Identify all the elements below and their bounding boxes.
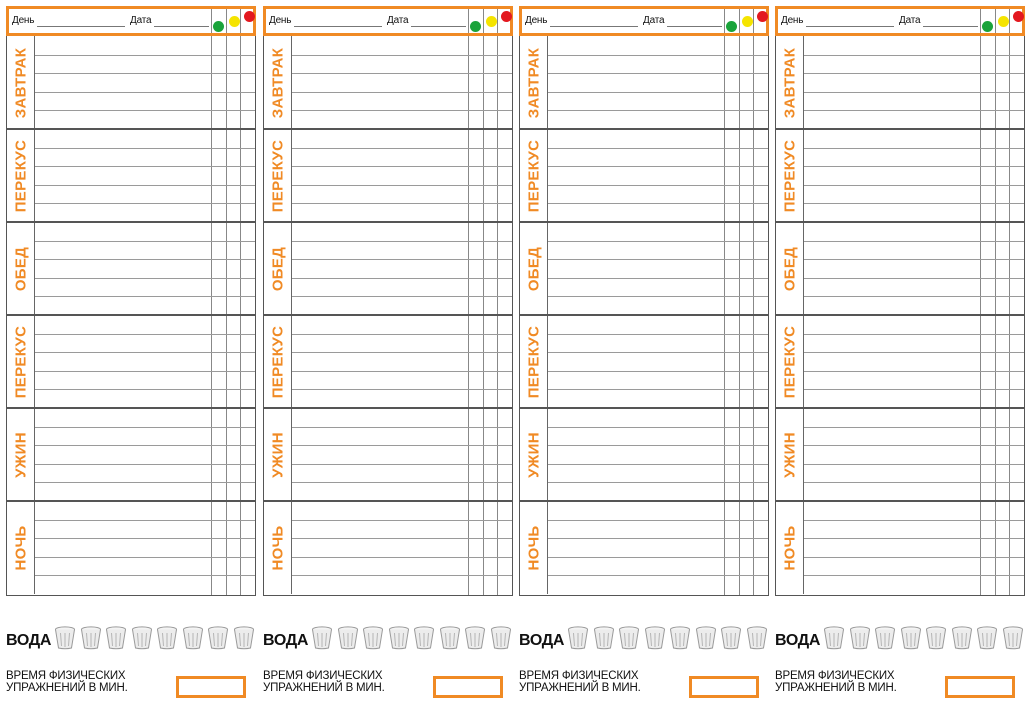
entry-line[interactable] <box>804 185 1024 186</box>
water-cup-icon[interactable] <box>439 626 461 650</box>
exercise-label-line2: УПРАЖНЕНИЙ В МИН. <box>519 682 641 694</box>
date-label: Дата <box>387 15 409 26</box>
meal-section <box>776 129 1024 222</box>
entry-line[interactable] <box>35 203 255 204</box>
meal-label: НОЧЬ <box>269 524 286 571</box>
meal-label-column <box>264 129 292 222</box>
entry-line[interactable] <box>35 166 255 167</box>
water-cup-icon[interactable] <box>182 626 204 650</box>
entry-line[interactable] <box>292 352 512 353</box>
meal-label-column <box>7 36 35 129</box>
water-cup-icon[interactable] <box>388 626 410 650</box>
entry-line[interactable] <box>292 148 512 149</box>
meal-divider <box>7 128 255 130</box>
day-header <box>519 6 769 36</box>
water-cup-icon[interactable] <box>951 626 973 650</box>
entry-line[interactable] <box>35 575 255 576</box>
meal-label: ПЕРЕКУС <box>12 325 29 398</box>
meal-divider <box>776 500 1024 502</box>
day-header <box>263 6 513 36</box>
entry-line[interactable] <box>548 389 768 390</box>
entry-line[interactable] <box>35 278 255 279</box>
header-divider <box>980 9 981 33</box>
entry-line[interactable] <box>804 464 1024 465</box>
water-tracker <box>775 626 1025 652</box>
water-cup-icon[interactable] <box>695 626 717 650</box>
entry-line[interactable] <box>804 334 1024 335</box>
exercise-label-line2: УПРАЖНЕНИЙ В МИН. <box>263 682 385 694</box>
meal-label: НОЧЬ <box>525 524 542 571</box>
water-cup-icon[interactable] <box>1002 626 1024 650</box>
meal-label: ЗАВТРАК <box>269 47 286 118</box>
green-indicator-icon <box>982 21 993 32</box>
water-label: ВОДА <box>6 632 52 649</box>
meal-label: ПЕРЕКУС <box>269 139 286 212</box>
entry-line[interactable] <box>548 427 768 428</box>
meal-section <box>520 315 768 408</box>
meal-label: ПЕРЕКУС <box>525 139 542 212</box>
entry-line[interactable] <box>548 520 768 521</box>
entry-line[interactable] <box>548 296 768 297</box>
entry-line[interactable] <box>35 92 255 93</box>
day-column <box>6 0 256 707</box>
meal-label: ОБЕД <box>525 246 542 291</box>
entry-line[interactable] <box>548 259 768 260</box>
meal-section <box>264 129 512 222</box>
meal-label-column <box>264 36 292 129</box>
green-indicator-icon <box>470 21 481 32</box>
meal-label-column <box>776 129 804 222</box>
meal-divider <box>520 407 768 409</box>
meal-label: ПЕРЕКУС <box>781 139 798 212</box>
header-divider <box>995 9 996 33</box>
entry-line[interactable] <box>292 575 512 576</box>
day-label: День <box>781 15 804 26</box>
entry-line[interactable] <box>548 575 768 576</box>
entry-line[interactable] <box>35 352 255 353</box>
meal-label-column <box>264 315 292 408</box>
meal-label: ЗАВТРАК <box>525 47 542 118</box>
entry-line[interactable] <box>35 520 255 521</box>
meal-divider <box>520 128 768 130</box>
meal-section <box>264 222 512 315</box>
entry-line[interactable] <box>548 185 768 186</box>
entry-line[interactable] <box>292 55 512 56</box>
entry-line[interactable] <box>804 352 1024 353</box>
meal-divider <box>7 500 255 502</box>
meal-divider <box>776 407 1024 409</box>
meal-label: ПЕРЕКУС <box>525 325 542 398</box>
entry-line[interactable] <box>804 389 1024 390</box>
entry-line[interactable] <box>292 520 512 521</box>
water-cup-icon[interactable] <box>131 626 153 650</box>
meal-divider <box>776 221 1024 223</box>
day-column <box>519 0 769 707</box>
date-label: Дата <box>899 15 921 26</box>
meal-divider <box>520 500 768 502</box>
meal-label: УЖИН <box>269 431 286 478</box>
entry-line[interactable] <box>804 520 1024 521</box>
entry-line[interactable] <box>35 73 255 74</box>
meal-label-column <box>776 315 804 408</box>
meal-section <box>7 36 255 129</box>
meal-divider <box>264 128 512 130</box>
entry-line[interactable] <box>804 427 1024 428</box>
meal-divider <box>7 221 255 223</box>
entry-line[interactable] <box>804 203 1024 204</box>
meal-divider <box>776 128 1024 130</box>
entry-line[interactable] <box>35 482 255 483</box>
meal-label-column <box>520 36 548 129</box>
water-label: ВОДА <box>263 632 309 649</box>
entry-line[interactable] <box>35 427 255 428</box>
meal-section <box>776 36 1024 129</box>
water-cup-icon[interactable] <box>464 626 486 650</box>
exercise-label-line1: ВРЕМЯ ФИЗИЧЕСКИХ <box>775 670 895 682</box>
meal-grid <box>6 36 256 596</box>
exercise-label <box>775 670 935 694</box>
meal-section <box>7 129 255 222</box>
entry-line[interactable] <box>292 445 512 446</box>
meal-divider <box>264 407 512 409</box>
date-input-line[interactable] <box>923 26 978 27</box>
meal-label: УЖИН <box>12 431 29 478</box>
meal-section <box>776 222 1024 315</box>
meal-section <box>520 501 768 594</box>
header-divider <box>240 9 241 33</box>
entry-line[interactable] <box>35 259 255 260</box>
water-cup-icon[interactable] <box>593 626 615 650</box>
entry-line[interactable] <box>804 482 1024 483</box>
entry-line[interactable] <box>35 445 255 446</box>
water-cup-icon[interactable] <box>874 626 896 650</box>
red-indicator-icon <box>1013 11 1024 22</box>
meal-label: ПЕРЕКУС <box>12 139 29 212</box>
water-cup-icon[interactable] <box>567 626 589 650</box>
meal-divider <box>520 314 768 316</box>
meal-label-column <box>520 408 548 501</box>
header-divider <box>739 9 740 33</box>
entry-line[interactable] <box>35 389 255 390</box>
meal-label: НОЧЬ <box>12 524 29 571</box>
day-label: День <box>525 15 548 26</box>
meal-label-column <box>7 315 35 408</box>
meal-section <box>776 315 1024 408</box>
entry-line[interactable] <box>292 427 512 428</box>
meal-label-column <box>776 36 804 129</box>
header-divider <box>753 9 754 33</box>
water-cup-icon[interactable] <box>849 626 871 650</box>
meal-label-column <box>776 501 804 594</box>
entry-line[interactable] <box>548 464 768 465</box>
water-cup-icon[interactable] <box>490 626 512 650</box>
meal-divider <box>264 500 512 502</box>
entry-line[interactable] <box>35 241 255 242</box>
water-cup-icon[interactable] <box>337 626 359 650</box>
exercise-label <box>263 670 423 694</box>
day-input-line[interactable] <box>37 26 125 27</box>
entry-line[interactable] <box>35 185 255 186</box>
entry-line[interactable] <box>548 110 768 111</box>
exercise-minutes-input[interactable] <box>433 676 503 698</box>
entry-line[interactable] <box>35 110 255 111</box>
entry-line[interactable] <box>35 557 255 558</box>
meal-section <box>7 315 255 408</box>
water-cup-icon[interactable] <box>900 626 922 650</box>
water-label: ВОДА <box>775 632 821 649</box>
entry-line[interactable] <box>35 334 255 335</box>
day-input-line[interactable] <box>550 26 638 27</box>
header-divider <box>483 9 484 33</box>
entry-line[interactable] <box>548 148 768 149</box>
entry-line[interactable] <box>35 296 255 297</box>
water-cup-icon[interactable] <box>413 626 435 650</box>
entry-line[interactable] <box>292 166 512 167</box>
meal-divider <box>520 221 768 223</box>
exercise-minutes-input[interactable] <box>945 676 1015 698</box>
date-input-line[interactable] <box>154 26 209 27</box>
exercise-minutes-input[interactable] <box>689 676 759 698</box>
entry-line[interactable] <box>548 203 768 204</box>
entry-line[interactable] <box>548 73 768 74</box>
water-cup-icon[interactable] <box>823 626 845 650</box>
exercise-label-line1: ВРЕМЯ ФИЗИЧЕСКИХ <box>263 670 383 682</box>
red-indicator-icon <box>757 11 768 22</box>
meal-label: ПЕРЕКУС <box>269 325 286 398</box>
exercise-minutes-input[interactable] <box>176 676 246 698</box>
entry-line[interactable] <box>292 464 512 465</box>
meal-divider <box>264 314 512 316</box>
entry-line[interactable] <box>35 55 255 56</box>
entry-line[interactable] <box>804 557 1024 558</box>
meal-divider <box>7 314 255 316</box>
header-divider <box>226 9 227 33</box>
entry-line[interactable] <box>548 334 768 335</box>
exercise-label-line2: УПРАЖНЕНИЙ В МИН. <box>775 682 897 694</box>
meal-label: УЖИН <box>781 431 798 478</box>
entry-line[interactable] <box>548 371 768 372</box>
entry-line[interactable] <box>804 259 1024 260</box>
exercise-label-line1: ВРЕМЯ ФИЗИЧЕСКИХ <box>6 670 126 682</box>
entry-line[interactable] <box>804 538 1024 539</box>
entry-line[interactable] <box>292 371 512 372</box>
red-indicator-icon <box>501 11 512 22</box>
meal-divider <box>776 314 1024 316</box>
meal-section <box>7 222 255 315</box>
day-column <box>263 0 513 707</box>
entry-line[interactable] <box>804 110 1024 111</box>
entry-line[interactable] <box>804 371 1024 372</box>
header-divider <box>1009 9 1010 33</box>
meal-section <box>776 501 1024 594</box>
water-tracker <box>263 626 513 652</box>
meal-label-column <box>264 408 292 501</box>
date-input-line[interactable] <box>667 26 722 27</box>
exercise-label <box>519 670 679 694</box>
meal-label-column <box>7 129 35 222</box>
water-cup-icon[interactable] <box>669 626 691 650</box>
day-input-line[interactable] <box>806 26 894 27</box>
day-label: День <box>269 15 292 26</box>
meal-section <box>520 36 768 129</box>
date-input-line[interactable] <box>411 26 466 27</box>
entry-line[interactable] <box>804 148 1024 149</box>
water-cup-icon[interactable] <box>156 626 178 650</box>
entry-line[interactable] <box>804 166 1024 167</box>
water-cup-icon[interactable] <box>746 626 768 650</box>
entry-line[interactable] <box>548 352 768 353</box>
entry-line[interactable] <box>548 538 768 539</box>
header-divider <box>724 9 725 33</box>
entry-line[interactable] <box>292 73 512 74</box>
yellow-indicator-icon <box>229 16 240 27</box>
entry-line[interactable] <box>35 464 255 465</box>
meal-label-column <box>776 222 804 315</box>
entry-line[interactable] <box>292 203 512 204</box>
meal-section <box>264 501 512 594</box>
entry-line[interactable] <box>548 445 768 446</box>
entry-line[interactable] <box>35 371 255 372</box>
entry-line[interactable] <box>548 92 768 93</box>
meal-label: ЗАВТРАК <box>12 47 29 118</box>
date-label: Дата <box>643 15 665 26</box>
entry-line[interactable] <box>548 241 768 242</box>
entry-line[interactable] <box>804 278 1024 279</box>
exercise-label-line1: ВРЕМЯ ФИЗИЧЕСКИХ <box>519 670 639 682</box>
meal-label-column <box>264 501 292 594</box>
meal-label-column <box>264 222 292 315</box>
red-indicator-icon <box>244 11 255 22</box>
date-label: Дата <box>130 15 152 26</box>
header-divider <box>468 9 469 33</box>
green-indicator-icon <box>726 21 737 32</box>
entry-line[interactable] <box>804 296 1024 297</box>
entry-line[interactable] <box>292 389 512 390</box>
meal-section <box>520 222 768 315</box>
header-divider <box>211 9 212 33</box>
water-cup-icon[interactable] <box>976 626 998 650</box>
yellow-indicator-icon <box>742 16 753 27</box>
entry-line[interactable] <box>292 92 512 93</box>
water-tracker <box>519 626 769 652</box>
green-indicator-icon <box>213 21 224 32</box>
entry-line[interactable] <box>292 557 512 558</box>
entry-line[interactable] <box>292 538 512 539</box>
entry-line[interactable] <box>292 185 512 186</box>
meal-label-column <box>7 501 35 594</box>
entry-line[interactable] <box>292 296 512 297</box>
entry-line[interactable] <box>292 278 512 279</box>
water-cup-icon[interactable] <box>720 626 742 650</box>
entry-line[interactable] <box>292 334 512 335</box>
entry-line[interactable] <box>804 241 1024 242</box>
meal-section <box>264 408 512 501</box>
entry-line[interactable] <box>804 92 1024 93</box>
water-cup-icon[interactable] <box>54 626 76 650</box>
entry-line[interactable] <box>804 73 1024 74</box>
meal-divider <box>7 407 255 409</box>
entry-line[interactable] <box>804 575 1024 576</box>
entry-line[interactable] <box>804 55 1024 56</box>
water-cup-icon[interactable] <box>362 626 384 650</box>
meal-label: ПЕРЕКУС <box>781 325 798 398</box>
entry-line[interactable] <box>292 241 512 242</box>
water-cup-icon[interactable] <box>207 626 229 650</box>
meal-divider <box>264 221 512 223</box>
entry-line[interactable] <box>35 148 255 149</box>
meal-label: НОЧЬ <box>781 524 798 571</box>
meal-label: ОБЕД <box>12 246 29 291</box>
day-header <box>775 6 1025 36</box>
entry-line[interactable] <box>292 110 512 111</box>
meal-label-column <box>7 408 35 501</box>
meal-grid <box>519 36 769 596</box>
meal-label-column <box>520 129 548 222</box>
meal-label-column <box>520 501 548 594</box>
meal-section <box>264 36 512 129</box>
exercise-label <box>6 670 166 694</box>
yellow-indicator-icon <box>998 16 1009 27</box>
day-column <box>775 0 1025 707</box>
meal-label-column <box>520 222 548 315</box>
water-cup-icon[interactable] <box>80 626 102 650</box>
entry-line[interactable] <box>548 55 768 56</box>
day-header <box>6 6 256 36</box>
yellow-indicator-icon <box>486 16 497 27</box>
meal-section <box>520 408 768 501</box>
meal-grid <box>263 36 513 596</box>
water-cup-icon[interactable] <box>105 626 127 650</box>
meal-label-column <box>520 315 548 408</box>
exercise-label-line2: УПРАЖНЕНИЙ В МИН. <box>6 682 128 694</box>
water-cup-icon[interactable] <box>233 626 255 650</box>
entry-line[interactable] <box>548 166 768 167</box>
meal-section <box>520 129 768 222</box>
entry-line[interactable] <box>804 445 1024 446</box>
meal-label-column <box>7 222 35 315</box>
meal-label: УЖИН <box>525 431 542 478</box>
meal-label-column <box>776 408 804 501</box>
meal-section <box>264 315 512 408</box>
day-input-line[interactable] <box>294 26 382 27</box>
entry-line[interactable] <box>548 557 768 558</box>
meal-label: ОБЕД <box>781 246 798 291</box>
water-cup-icon[interactable] <box>925 626 947 650</box>
meal-section <box>7 501 255 594</box>
entry-line[interactable] <box>292 259 512 260</box>
day-label: День <box>12 15 35 26</box>
water-cup-icon[interactable] <box>311 626 333 650</box>
water-tracker <box>6 626 256 652</box>
water-cup-icon[interactable] <box>644 626 666 650</box>
entry-line[interactable] <box>292 482 512 483</box>
meal-label: ОБЕД <box>269 246 286 291</box>
water-cup-icon[interactable] <box>618 626 640 650</box>
entry-line[interactable] <box>548 482 768 483</box>
meal-grid <box>775 36 1025 596</box>
meal-section <box>776 408 1024 501</box>
meal-label: ЗАВТРАК <box>781 47 798 118</box>
entry-line[interactable] <box>548 278 768 279</box>
water-label: ВОДА <box>519 632 565 649</box>
entry-line[interactable] <box>35 538 255 539</box>
meal-section <box>7 408 255 501</box>
header-divider <box>497 9 498 33</box>
